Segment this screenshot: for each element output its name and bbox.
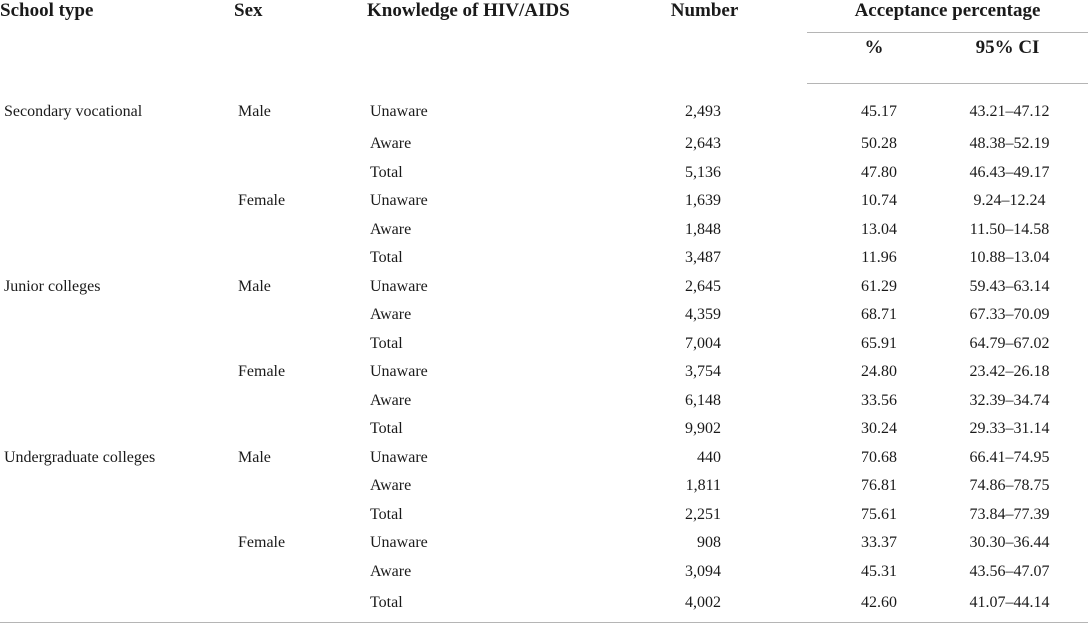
cell-95-ci: 23.42–26.18 xyxy=(969,363,1050,381)
cell-knowledge: Total xyxy=(370,334,403,352)
cell-95-ci: 32.39–34.74 xyxy=(969,391,1050,409)
cell-sex xyxy=(234,130,367,159)
cell-95-ci: 74.86–78.75 xyxy=(969,477,1050,495)
cell-knowledge: Aware xyxy=(370,220,412,238)
cell-95-ci: 73.84–77.39 xyxy=(969,505,1050,523)
cell-sex xyxy=(234,415,367,444)
cell-sex xyxy=(234,472,367,501)
cell-school-type: Junior colleges xyxy=(4,277,101,295)
cell-knowledge: Unaware xyxy=(370,102,428,120)
cell-sex xyxy=(234,216,367,245)
cell-school-type xyxy=(0,586,234,623)
cell-percent: 61.29 xyxy=(861,277,897,295)
table-row xyxy=(0,558,1088,587)
cell-number: 4,002 xyxy=(602,586,807,623)
cell-school-type xyxy=(0,216,234,245)
cell-school-type xyxy=(0,244,234,273)
header-95-ci: 95% CI xyxy=(917,33,1088,84)
cell-school-type xyxy=(0,558,234,587)
cell-knowledge: Unaware xyxy=(370,363,428,381)
cell-school-type xyxy=(0,529,234,558)
table-row xyxy=(0,84,1088,131)
cell-number: 1,811 xyxy=(685,477,721,495)
cell-95-ci: 59.43–63.14 xyxy=(969,277,1050,295)
header-percent: % xyxy=(807,33,917,84)
cell-number: 3,487 xyxy=(685,249,721,267)
table-row xyxy=(0,415,1088,444)
cell-knowledge: Total xyxy=(367,586,602,623)
cell-number: 1,639 xyxy=(685,192,721,210)
table-row xyxy=(0,358,1088,387)
cell-number: 440 xyxy=(697,448,721,466)
table-row xyxy=(0,273,1088,302)
cell-percent: 65.91 xyxy=(861,334,897,352)
cell-percent: 10.74 xyxy=(861,192,897,210)
cell-sex: Male xyxy=(238,448,271,466)
cell-knowledge: Total xyxy=(370,249,403,267)
table-row xyxy=(0,130,1088,159)
cell-sex xyxy=(234,330,367,359)
cell-95-ci: 41.07–44.14 xyxy=(917,586,1088,623)
cell-knowledge: Aware xyxy=(370,477,412,495)
table-row xyxy=(0,444,1088,473)
cell-number: 4,359 xyxy=(685,306,721,324)
cell-sex: Female xyxy=(238,534,286,552)
cell-number: 2,251 xyxy=(685,505,721,523)
table-row xyxy=(0,501,1088,530)
cell-knowledge: Aware xyxy=(370,135,412,153)
cell-knowledge: Unaware xyxy=(370,277,428,295)
cell-sex xyxy=(234,387,367,416)
cell-school-type xyxy=(0,501,234,530)
table-row xyxy=(0,387,1088,416)
cell-95-ci: 48.38–52.19 xyxy=(969,135,1050,153)
table-row xyxy=(0,216,1088,245)
cell-school-type xyxy=(0,387,234,416)
table-header xyxy=(0,0,1088,84)
table-row xyxy=(0,187,1088,216)
table-row xyxy=(0,472,1088,501)
table-row xyxy=(0,301,1088,330)
cell-number: 3,094 xyxy=(685,562,721,580)
cell-sex xyxy=(234,558,367,587)
cell-sex: Female xyxy=(238,192,286,210)
cell-knowledge: Unaware xyxy=(370,448,428,466)
cell-percent: 45.17 xyxy=(861,103,897,120)
cell-95-ci: 64.79–67.02 xyxy=(969,334,1050,352)
cell-sex: Male xyxy=(238,102,271,120)
cell-95-ci: 66.41–74.95 xyxy=(969,448,1050,466)
header-acceptance-percentage: Acceptance percentage xyxy=(807,0,1088,33)
cell-percent: 75.61 xyxy=(861,505,897,523)
cell-percent: 42.60 xyxy=(807,586,917,623)
cell-number: 908 xyxy=(697,534,721,552)
cell-percent: 45.31 xyxy=(861,562,897,580)
header-sex: Sex xyxy=(234,0,263,21)
cell-knowledge: Total xyxy=(370,505,403,523)
cell-knowledge: Aware xyxy=(370,306,412,324)
cell-95-ci: 10.88–13.04 xyxy=(969,249,1050,267)
cell-95-ci: 67.33–70.09 xyxy=(969,306,1050,324)
cell-percent: 30.24 xyxy=(861,420,897,438)
header-knowledge: Knowledge of HIV/AIDS xyxy=(367,0,570,21)
cell-95-ci: 11.50–14.58 xyxy=(969,220,1050,238)
cell-percent: 33.37 xyxy=(861,534,897,552)
cell-sex: Male xyxy=(238,277,271,295)
header-number: Number xyxy=(670,0,739,21)
cell-percent: 11.96 xyxy=(861,249,897,267)
cell-school-type xyxy=(0,187,234,216)
cell-95-ci: 29.33–31.14 xyxy=(969,420,1050,438)
cell-school-type xyxy=(0,415,234,444)
cell-school-type xyxy=(0,472,234,501)
cell-percent: 24.80 xyxy=(861,363,897,381)
table-row xyxy=(0,586,1088,623)
cell-knowledge: Aware xyxy=(370,562,412,580)
cell-school-type xyxy=(0,358,234,387)
cell-sex xyxy=(234,244,367,273)
cell-percent: 50.28 xyxy=(861,135,897,153)
cell-sex: Female xyxy=(238,363,286,381)
cell-sex xyxy=(234,301,367,330)
cell-number: 9,902 xyxy=(685,420,721,438)
cell-percent: 70.68 xyxy=(861,448,897,466)
cell-95-ci: 43.56–47.07 xyxy=(969,562,1050,580)
cell-number: 6,148 xyxy=(685,391,721,409)
cell-95-ci: 43.21–47.12 xyxy=(969,103,1050,120)
cell-percent: 47.80 xyxy=(861,163,897,181)
cell-percent: 76.81 xyxy=(861,477,897,495)
cell-percent: 33.56 xyxy=(861,391,897,409)
header-school-type: School type xyxy=(0,0,94,21)
cell-school-type xyxy=(0,159,234,188)
cell-sex xyxy=(234,501,367,530)
cell-knowledge: Total xyxy=(370,420,403,438)
cell-percent: 13.04 xyxy=(861,220,897,238)
cell-number: 2,645 xyxy=(685,277,721,295)
cell-95-ci: 46.43–49.17 xyxy=(969,163,1050,181)
table-row xyxy=(0,330,1088,359)
cell-number: 1,848 xyxy=(685,220,721,238)
cell-percent: 68.71 xyxy=(861,306,897,324)
cell-school-type: Secondary vocational xyxy=(4,102,143,120)
cell-school-type xyxy=(0,130,234,159)
cell-knowledge: Total xyxy=(370,163,403,181)
cell-school-type xyxy=(0,330,234,359)
cell-95-ci: 30.30–36.44 xyxy=(969,534,1050,552)
table-row xyxy=(0,244,1088,273)
cell-number: 7,004 xyxy=(685,334,721,352)
cell-knowledge: Unaware xyxy=(370,534,428,552)
cell-number: 3,754 xyxy=(685,363,721,381)
table-row xyxy=(0,159,1088,188)
cell-knowledge: Aware xyxy=(370,391,412,409)
cell-number: 5,136 xyxy=(685,163,721,181)
cell-school-type: Undergraduate colleges xyxy=(4,448,156,466)
cell-knowledge: Unaware xyxy=(370,192,428,210)
cell-number: 2,493 xyxy=(685,102,721,120)
cell-sex xyxy=(234,159,367,188)
cell-school-type xyxy=(0,301,234,330)
cell-sex xyxy=(234,586,367,623)
table-body xyxy=(0,84,1088,623)
table-row xyxy=(0,529,1088,558)
cell-95-ci: 9.24–12.24 xyxy=(973,192,1046,210)
cell-number: 2,643 xyxy=(685,135,721,153)
